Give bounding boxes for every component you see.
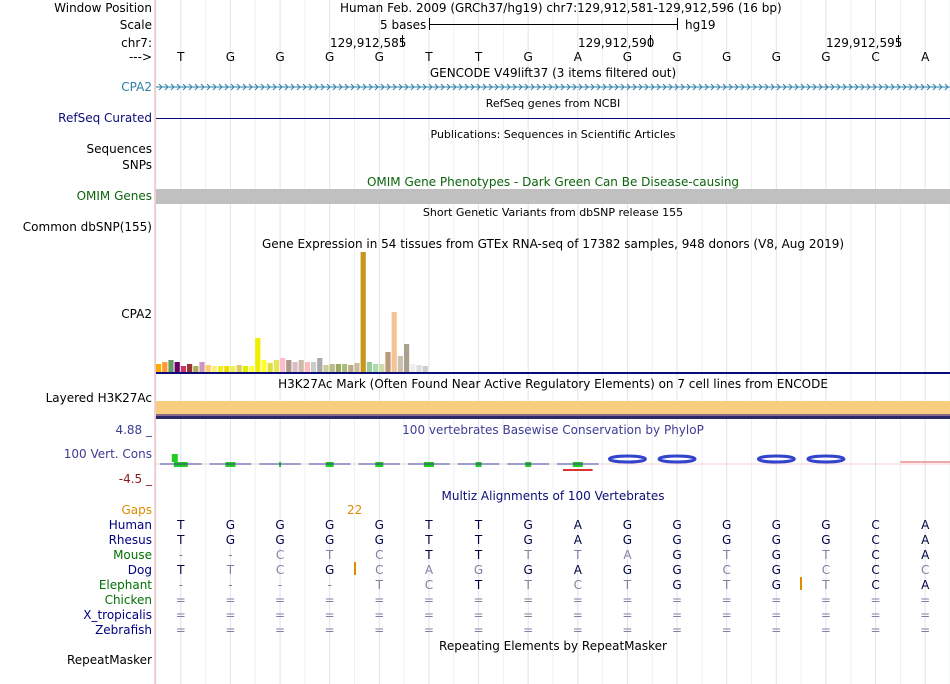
repeatmasker-label[interactable]: RepeatMasker [66, 653, 152, 667]
aligned-base: T [474, 533, 483, 547]
reference-base: T [177, 50, 185, 64]
aligned-base: T [474, 578, 483, 592]
chrom-label: chr7: [121, 36, 152, 50]
coord-tick: 129,912,585 [330, 36, 407, 50]
strand-label: ---> [128, 50, 152, 64]
aligned-base: = [324, 623, 335, 637]
reference-base: T [474, 50, 483, 64]
aligned-base: = [672, 623, 683, 637]
aligned-base: G [225, 518, 236, 532]
aligned-base: A [573, 533, 582, 547]
reference-base: G [523, 50, 533, 64]
aligned-base: C [871, 578, 880, 592]
gtex-tissue-bar [292, 362, 297, 372]
insertion-marker [354, 562, 356, 575]
aligned-base: T [574, 548, 582, 562]
reference-base: G [275, 50, 285, 64]
gtex-tissue-bar [392, 312, 397, 372]
aligned-base: G [771, 548, 781, 562]
gencode-gene-label[interactable]: CPA2 [121, 80, 152, 94]
aligned-base: A [921, 548, 930, 562]
aligned-base: A [921, 578, 930, 592]
aligned-base: = [572, 623, 583, 637]
gtex-tissue-bar [193, 366, 198, 372]
aligned-base: = [820, 608, 831, 622]
aligned-base: G [374, 518, 384, 532]
phylop-conservation-plot[interactable] [156, 440, 950, 480]
multiz-gaps-label[interactable]: Gaps [121, 503, 152, 517]
gtex-tissue-bar [404, 344, 409, 372]
repeatmasker-track-title[interactable]: Repeating Elements by RepeatMasker [439, 639, 667, 653]
scale-bar [429, 24, 677, 25]
publications-label-sequences[interactable]: Sequences [86, 142, 152, 156]
gtex-tissue-bar [354, 363, 359, 372]
aligned-base: = [225, 593, 236, 607]
aligned-base: G [225, 533, 236, 547]
reference-base: G [374, 50, 384, 64]
aligned-base: = [275, 623, 286, 637]
aligned-base: = [721, 608, 732, 622]
reference-base: G [672, 50, 682, 64]
gtex-tissue-bar [336, 364, 341, 372]
aligned-base: T [723, 578, 731, 592]
aligned-base: C [722, 563, 731, 577]
gtex-tissue-bar [286, 360, 291, 372]
aligned-base: T [226, 563, 235, 577]
aligned-base: G [325, 563, 335, 577]
aligned-base: T [524, 548, 532, 562]
aligned-base: = [721, 593, 732, 607]
aligned-base: G [672, 548, 682, 562]
aligned-base: - [178, 548, 183, 562]
aligned-base: = [523, 608, 534, 622]
aligned-base: = [622, 608, 633, 622]
aligned-base: C [275, 548, 285, 562]
reference-base: G [722, 50, 732, 64]
aligned-base: T [326, 548, 334, 562]
aligned-base: G [771, 533, 781, 547]
species-label[interactable]: Dog [127, 563, 152, 577]
aligned-base: T [623, 578, 632, 592]
gtex-tissue-bar [237, 365, 242, 372]
aligned-base: G [325, 518, 335, 532]
aligned-base: = [473, 593, 484, 607]
reference-base: G [771, 50, 781, 64]
aligned-base: = [423, 623, 434, 637]
reference-base: G [225, 50, 236, 64]
aligned-base: = [473, 608, 484, 622]
aligned-base: C [424, 578, 434, 592]
refseq-gene-line[interactable] [156, 118, 950, 119]
gtex-tissue-bar [323, 365, 328, 372]
aligned-base: G [672, 518, 682, 532]
gtex-tissue-bar [280, 358, 285, 372]
species-label[interactable]: Human [108, 518, 152, 532]
gtex-tissue-bar [156, 364, 161, 372]
aligned-base: C [871, 518, 880, 532]
aligned-base: = [175, 608, 186, 622]
aligned-base: = [820, 593, 831, 607]
refseq-track-title[interactable]: RefSeq genes from NCBI [485, 97, 621, 110]
aligned-base: G [771, 518, 781, 532]
aligned-base: G [821, 518, 831, 532]
coord-tick: 129,912,590 [578, 36, 655, 50]
aligned-base: C [871, 548, 880, 562]
aligned-base: A [623, 548, 632, 562]
reference-base: C [871, 50, 880, 64]
aligned-base: = [523, 623, 534, 637]
gtex-tissue-bar [385, 352, 390, 372]
aligned-base: A [573, 563, 582, 577]
aligned-base: C [275, 563, 285, 577]
aligned-base: = [374, 608, 385, 622]
aligned-base: G [622, 563, 633, 577]
reference-base: G [325, 50, 335, 64]
publications-track-title[interactable]: Publications: Sequences in Scientific Articles [430, 128, 676, 141]
h3k27ac-track-title[interactable]: H3K27Ac Mark (Often Found Near Active Regulatory Elements) on 7 cell lines from ENCODE [278, 377, 828, 391]
species-label[interactable]: Rhesus [108, 533, 152, 547]
gtex-tissue-bar [255, 338, 260, 372]
aligned-base: = [870, 623, 881, 637]
gtex-tissue-bar [261, 360, 266, 372]
species-label[interactable]: X_tropicalis [83, 608, 152, 622]
aligned-base: = [473, 623, 484, 637]
aligned-base: G [523, 563, 533, 577]
gtex-tissue-bar [168, 360, 173, 372]
gtex-tissue-bar [342, 364, 347, 372]
aligned-base: T [723, 548, 731, 562]
multiz-track-title[interactable]: Multiz Alignments of 100 Vertebrates [441, 489, 665, 503]
insertion-marker [800, 577, 802, 590]
reference-base: A [573, 50, 582, 64]
aligned-base: T [524, 578, 532, 592]
aligned-base: = [870, 593, 881, 607]
gtex-tissue-bar [243, 366, 248, 372]
aligned-base: G [275, 533, 285, 547]
aligned-base: = [423, 608, 434, 622]
phylop-track-title[interactable]: 100 vertebrates Basewise Conservation by PhyloP [402, 423, 704, 437]
gencode-gene-model[interactable] [156, 81, 950, 93]
gtex-tissue-bar [410, 364, 415, 372]
aligned-base: T [177, 563, 185, 577]
aligned-base: = [423, 593, 434, 607]
phylop-label[interactable]: 100 Vert. Cons [63, 447, 152, 461]
aligned-base: = [275, 608, 286, 622]
gtex-tissue-bar [199, 362, 204, 372]
gtex-tissue-bar [206, 365, 211, 372]
aligned-base: - [228, 548, 233, 562]
aligned-base: = [870, 608, 881, 622]
aligned-base: = [374, 623, 385, 637]
aligned-base: - [228, 578, 233, 592]
omim-label[interactable]: OMIM Genes [76, 189, 152, 203]
aligned-base: = [572, 608, 583, 622]
aligned-base: G [473, 563, 484, 577]
phylop-max-value: 4.88 _ [115, 423, 152, 437]
gtex-tissue-bar [348, 365, 353, 372]
aligned-base: G [622, 518, 633, 532]
aligned-base: - [327, 578, 332, 592]
gtex-tissue-bar [373, 364, 378, 372]
aligned-base: T [177, 533, 185, 547]
aligned-base: A [424, 563, 434, 577]
aligned-base: = [324, 608, 335, 622]
aligned-base: G [325, 533, 335, 547]
aligned-base: = [175, 623, 186, 637]
aligned-base: G [771, 578, 781, 592]
gtex-tissue-bar [299, 360, 304, 372]
aligned-base: = [572, 593, 583, 607]
refseq-label[interactable]: RefSeq Curated [58, 111, 152, 125]
aligned-base: G [722, 533, 732, 547]
gtex-tissue-bar [311, 362, 316, 372]
gtex-track-title[interactable]: Gene Expression in 54 tissues from GTEx RNA-seq of 17382 samples, 948 donors (V8, Aug 2019) [261, 237, 845, 251]
scale-bar-text: 5 bases [380, 18, 427, 32]
aligned-base: = [672, 608, 683, 622]
phylop-logo-glyph [808, 456, 844, 462]
aligned-base: A [573, 518, 582, 532]
gtex-tissue-bar [416, 365, 421, 372]
dbsnp-track-title[interactable]: Short Genetic Variants from dbSNP release 155 [422, 206, 684, 219]
aligned-base: C [821, 563, 831, 577]
aligned-base: G [523, 533, 533, 547]
gtex-tissue-bar [218, 366, 223, 372]
omim-track-title[interactable]: OMIM Gene Phenotypes - Dark Green Can Be Disease-causing [366, 175, 740, 189]
aligned-base: C [871, 533, 880, 547]
aligned-base: T [425, 548, 433, 562]
aligned-base: = [920, 623, 931, 637]
reference-base: G [622, 50, 633, 64]
aligned-base: = [275, 593, 286, 607]
gtex-tissue-bar [305, 362, 310, 372]
gtex-tissue-bar [317, 358, 322, 372]
omim-gene-bar[interactable] [156, 189, 950, 204]
aligned-base: G [672, 578, 682, 592]
gtex-gene-label[interactable]: CPA2 [121, 307, 152, 321]
gtex-tissue-bar [379, 364, 384, 372]
gtex-tissue-bar [361, 252, 366, 372]
gencode-track-title[interactable]: GENCODE V49lift37 (3 items filtered out) [429, 66, 677, 80]
gtex-tissue-bar [268, 363, 273, 372]
gtex-tissue-bar [224, 366, 229, 372]
aligned-base: T [425, 533, 433, 547]
assembly-position-text[interactable]: Human Feb. 2009 (GRCh37/hg19) chr7:129,912,581-129,912,596 (16 bp) [340, 1, 782, 15]
scale-db: hg19 [685, 18, 716, 32]
gtex-tissue-bar [162, 362, 167, 372]
species-label[interactable]: Zebrafish [95, 623, 152, 637]
aligned-base: - [178, 578, 183, 592]
aligned-base: = [771, 623, 782, 637]
aligned-base: = [225, 623, 236, 637]
gtex-expression-bars[interactable] [156, 250, 950, 374]
species-label[interactable]: Mouse [113, 548, 152, 562]
aligned-base: C [375, 563, 384, 577]
aligned-base: G [821, 533, 831, 547]
aligned-base: G [672, 533, 682, 547]
coord-tick: 129,912,595 [826, 36, 903, 50]
aligned-base: = [324, 593, 335, 607]
gtex-tissue-bar [274, 360, 279, 372]
phylop-logo-glyph [758, 456, 794, 462]
aligned-base: = [672, 593, 683, 607]
reference-base: A [921, 50, 930, 64]
aligned-base: A [921, 518, 930, 532]
gtex-tissue-bar [181, 366, 186, 372]
aligned-base: = [771, 608, 782, 622]
aligned-base: = [920, 608, 931, 622]
aligned-base: A [921, 533, 930, 547]
aligned-base: = [920, 593, 931, 607]
aligned-base: = [721, 623, 732, 637]
aligned-base: G [622, 533, 633, 547]
multiz-gaps-value: 22 [347, 503, 363, 517]
aligned-base: G [374, 533, 384, 547]
aligned-base: T [177, 518, 185, 532]
gtex-tissue-bar [187, 364, 192, 372]
aligned-base: G [275, 518, 285, 532]
aligned-base: = [622, 623, 633, 637]
aligned-base: T [474, 518, 483, 532]
gtex-tissue-bar [175, 362, 180, 372]
gtex-tissue-bar [367, 362, 372, 372]
aligned-base: - [277, 578, 283, 592]
aligned-base: = [225, 608, 236, 622]
species-label[interactable]: Elephant [98, 578, 152, 592]
aligned-base: = [374, 593, 385, 607]
reference-base: T [425, 50, 433, 64]
aligned-base: T [474, 548, 483, 562]
gtex-tissue-bar [423, 366, 428, 372]
gtex-tissue-bar [398, 356, 403, 372]
aligned-base: G [672, 563, 682, 577]
aligned-base: = [175, 593, 186, 607]
gtex-tissue-bar [249, 366, 254, 372]
reference-base: G [821, 50, 831, 64]
aligned-base: T [822, 578, 830, 592]
h3k27ac-label[interactable]: Layered H3K27Ac [45, 391, 152, 405]
scale-label: Scale [119, 18, 152, 32]
aligned-base: C [375, 548, 384, 562]
phylop-score-bar [172, 454, 178, 462]
aligned-base: T [822, 548, 830, 562]
dbsnp-label[interactable]: Common dbSNP(155) [22, 220, 152, 234]
gtex-tissue-bar [230, 366, 235, 372]
gtex-tissue-bar [330, 364, 335, 372]
window-position-label: Window Position [54, 1, 152, 15]
publications-label-snps[interactable]: SNPs [122, 158, 152, 172]
h3k27ac-signal[interactable] [156, 401, 950, 414]
phylop-min-value: -4.5 _ [118, 472, 152, 486]
aligned-base: G [523, 518, 533, 532]
phylop-logo-glyph [659, 456, 695, 462]
aligned-base: C [920, 563, 930, 577]
aligned-base: T [425, 518, 433, 532]
aligned-base: = [771, 593, 782, 607]
aligned-base: = [523, 593, 534, 607]
phylop-logo-glyph [609, 456, 645, 462]
gtex-tissue-bar [212, 366, 217, 372]
aligned-base: = [622, 593, 633, 607]
species-label[interactable]: Chicken [104, 593, 152, 607]
aligned-base: G [771, 563, 781, 577]
aligned-base: G [722, 518, 732, 532]
aligned-base: C [573, 578, 582, 592]
aligned-base: T [375, 578, 383, 592]
aligned-base: C [871, 563, 880, 577]
aligned-base: = [820, 623, 831, 637]
